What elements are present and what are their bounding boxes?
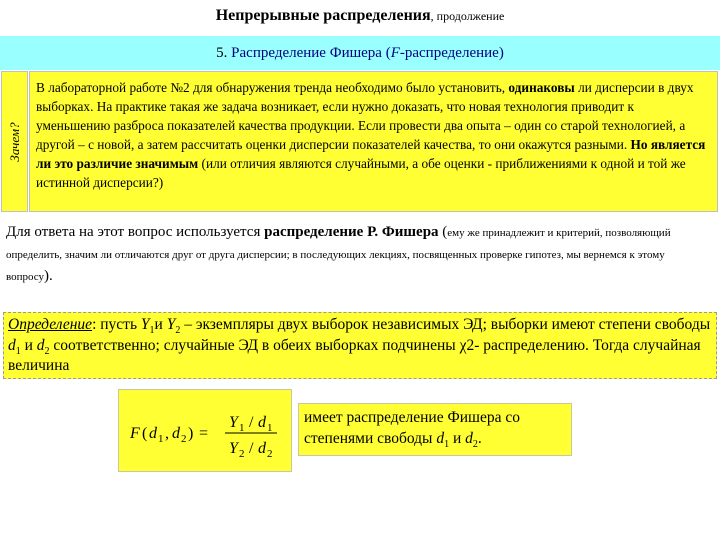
svg-text:/: / bbox=[249, 440, 254, 457]
svg-text:2: 2 bbox=[267, 448, 273, 460]
svg-text:2: 2 bbox=[239, 448, 245, 460]
svg-text:1: 1 bbox=[239, 422, 245, 434]
definition-label: Определение bbox=[8, 316, 93, 333]
svg-text:d: d bbox=[258, 440, 266, 457]
svg-text:Y: Y bbox=[229, 440, 238, 457]
svg-text:d: d bbox=[149, 425, 157, 442]
definition-box: Определение: пусть $Y_1и$ $Y_2$ – экземпляры двух выборок независимых ЭД; выборки имеют степени свободы $d_1$ и $d_2$ соответственно; случайные ЭД в обеих выборках подчинены χ2- распределению. Тогда случайная величина bbox=[3, 312, 717, 379]
section-heading bbox=[0, 36, 720, 70]
svg-text:1: 1 bbox=[158, 433, 164, 445]
intro-paragraph: В лабораторной работе №2 для обнаружения тренда необходимо было установить, одинаковы ли дисперсии в двух выборках. На практике такая же задача возникает, если нужно доказать, что новая технология приводит к уменьшению разброса показателей качества продукции. Если провести два опыта – один со старой технологией, а другой – с новой, а затем рассчитать оценки дисперсии показателей качества, то они окажутся разными. Но является ли это различие значимым (или отличия являются случайными, а обе оценки - приближениями к одной и той же истинной дисперсии?) bbox=[29, 71, 718, 212]
svg-text:/: / bbox=[249, 414, 254, 431]
svg-text:Y: Y bbox=[229, 414, 238, 431]
svg-text:,: , bbox=[165, 425, 169, 442]
svg-text:1: 1 bbox=[267, 422, 273, 434]
svg-text:(: ( bbox=[142, 425, 148, 442]
svg-text:d: d bbox=[258, 414, 266, 431]
fisher-formula bbox=[119, 390, 291, 471]
svg-text:=: = bbox=[199, 425, 209, 442]
answer-paragraph: Для ответа на этот вопрос используется распределение Р. Фишера (ему же принадлежит и критерий, позволяющий определить, значим ли отличаются друг от друга дисперсии; в последующих лекциях, посвященных проверке гипотез, мы вернемся к этому вопросу). bbox=[6, 224, 671, 284]
fisher-distribution-term: распределение Р. Фишера bbox=[264, 224, 439, 240]
svg-text:): ) bbox=[188, 425, 194, 442]
why-label: Зачем? bbox=[6, 121, 22, 162]
section-label: Распределение Фишера (F-распределение) bbox=[231, 45, 504, 61]
fisher-note: имеет распределение Фишера со степенями свободы $d_1$ и $d_2$. bbox=[298, 403, 572, 456]
answer-footnote: ему же принадлежит и критерий, позволяющий определить, значим ли отличаются друг от друга дисперсии; в последующих лекциях, посвященных проверке гипотез, мы вернемся к этому вопросу bbox=[6, 227, 671, 283]
intro-emphasis-question: Но является ли это различие значимым bbox=[36, 137, 706, 171]
slide-title: Непрерывные распределения bbox=[215, 7, 431, 24]
section-number: 5. bbox=[216, 45, 232, 61]
slide-title-bar bbox=[0, 0, 720, 36]
formula-box bbox=[118, 389, 292, 472]
slide-subtitle: , продолжение bbox=[430, 9, 505, 23]
intro-emphasis-same: одинаковы bbox=[508, 80, 575, 95]
why-label-box bbox=[1, 71, 28, 212]
svg-text:2: 2 bbox=[181, 433, 187, 445]
svg-text:F: F bbox=[130, 425, 140, 442]
svg-text:d: d bbox=[172, 425, 180, 442]
